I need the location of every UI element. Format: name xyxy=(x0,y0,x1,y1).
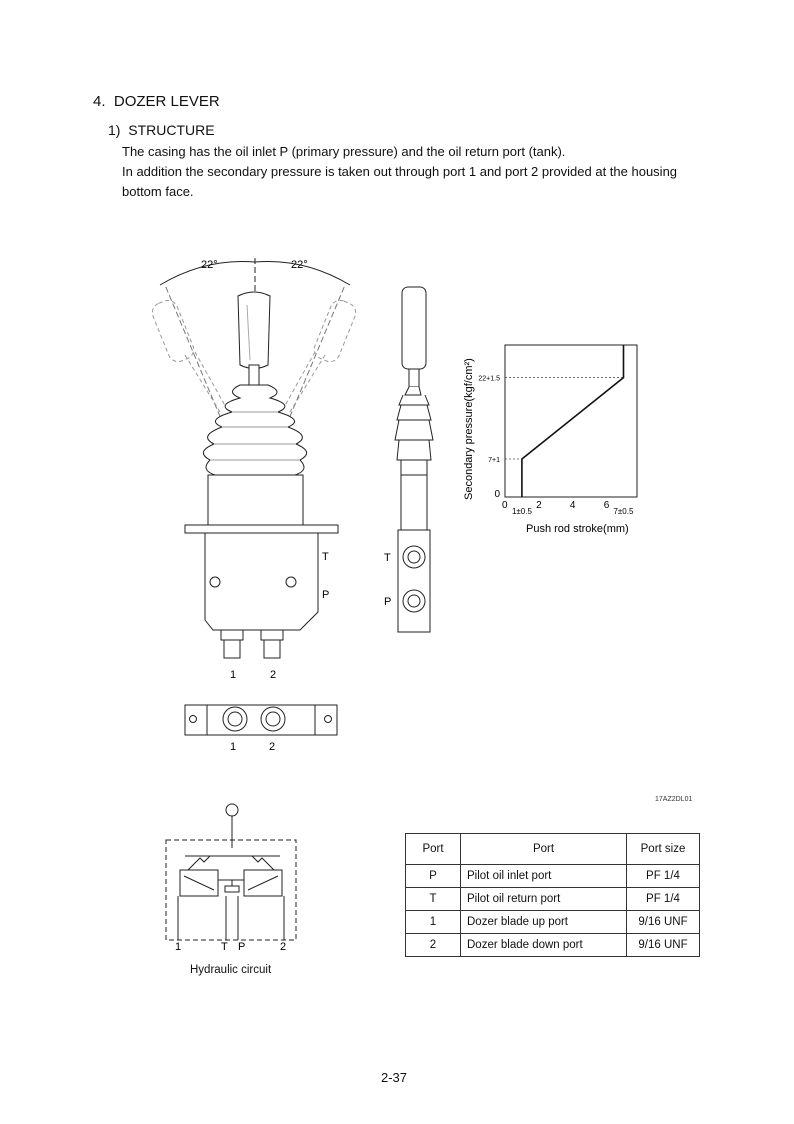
cell-size: 9/16 UNF xyxy=(627,934,700,957)
page-number: 2-37 xyxy=(381,1070,408,1085)
chart-x-tick-label: 0 xyxy=(502,500,508,511)
chart-y-tick-label: 0 xyxy=(494,489,500,500)
chart-frame xyxy=(505,345,637,497)
chart-x-tick-label: 2 xyxy=(536,500,542,511)
front-T-label: T xyxy=(322,551,329,563)
paragraph-1: The casing has the oil inlet P (primary pressure) and the oil return port (tank). xyxy=(122,144,566,159)
subsection-title: STRUCTURE xyxy=(128,122,215,138)
header-port-size: Port size xyxy=(627,834,700,865)
chart-x-tick-label: 7±0.5 xyxy=(613,507,634,516)
chart-y-tick-label: 22+1.5 xyxy=(478,375,500,383)
drawing-reference-code: 17AZ2DL01 xyxy=(655,796,693,803)
front-port-2-label: 2 xyxy=(270,669,277,681)
angle-left-label: 22° xyxy=(201,259,218,271)
cell-description: Dozer blade down port xyxy=(461,934,627,957)
table-row xyxy=(406,888,700,911)
subsection-heading xyxy=(108,122,215,138)
table-row xyxy=(406,934,700,957)
chart-ylabel: Secondary pressure(kgf/cm²) xyxy=(463,358,475,500)
hydraulic-circuit-diagram xyxy=(160,800,300,955)
angle-right-label: 22° xyxy=(291,259,308,271)
cell-size: PF 1/4 xyxy=(627,888,700,911)
chart-x-tick-label: 4 xyxy=(569,500,576,511)
section-number: 4. xyxy=(93,93,106,110)
circuit-P-label: P xyxy=(238,941,246,953)
circuit-2-label: 2 xyxy=(280,941,287,953)
chart-y-tick-label: 7+1 xyxy=(488,457,500,464)
circuit-T-label: T xyxy=(221,941,228,953)
front-view-drawing xyxy=(140,250,370,690)
chart-x-tick-label: 6 xyxy=(603,500,610,511)
cell-description: Pilot oil return port xyxy=(461,888,627,911)
front-port-1-label: 1 xyxy=(230,669,237,681)
subsection-number: 1) xyxy=(108,122,121,138)
section-heading xyxy=(93,93,220,110)
cell-size: PF 1/4 xyxy=(627,865,700,888)
front-P-label: P xyxy=(322,589,330,601)
chart-x-tick-label: 1±0.5 xyxy=(511,507,532,516)
cell-size: 9/16 UNF xyxy=(627,911,700,934)
cell-port: T xyxy=(406,888,461,911)
table-row xyxy=(406,865,700,888)
cell-description: Dozer blade up port xyxy=(461,911,627,934)
cell-description: Pilot oil inlet port xyxy=(461,865,627,888)
port-table xyxy=(405,833,700,957)
circuit-caption: Hydraulic circuit xyxy=(190,964,272,976)
side-view-drawing xyxy=(380,280,440,640)
bottom-port-1-label: 1 xyxy=(230,741,237,753)
side-P-label: P xyxy=(384,596,392,608)
chart-series-line xyxy=(522,345,624,497)
table-header-row xyxy=(406,834,700,865)
table-row xyxy=(406,911,700,934)
cell-port: P xyxy=(406,865,461,888)
bottom-port-2-label: 2 xyxy=(269,741,276,753)
bottom-view-drawing xyxy=(180,700,345,755)
chart-xlabel: Push rod stroke(mm) xyxy=(526,523,629,535)
paragraph-2: In addition the secondary pressure is taken out through port 1 and port 2 provided at the housing bottom face. xyxy=(122,164,678,199)
pressure-stroke-chart xyxy=(455,340,655,540)
cell-port: 1 xyxy=(406,911,461,934)
circuit-1-label: 1 xyxy=(175,941,182,953)
description xyxy=(122,142,702,202)
header-port: Port xyxy=(406,834,461,865)
header-port-description: Port xyxy=(461,834,627,865)
section-title: DOZER LEVER xyxy=(113,93,220,110)
cell-port: 2 xyxy=(406,934,461,957)
side-T-label: T xyxy=(384,552,391,564)
